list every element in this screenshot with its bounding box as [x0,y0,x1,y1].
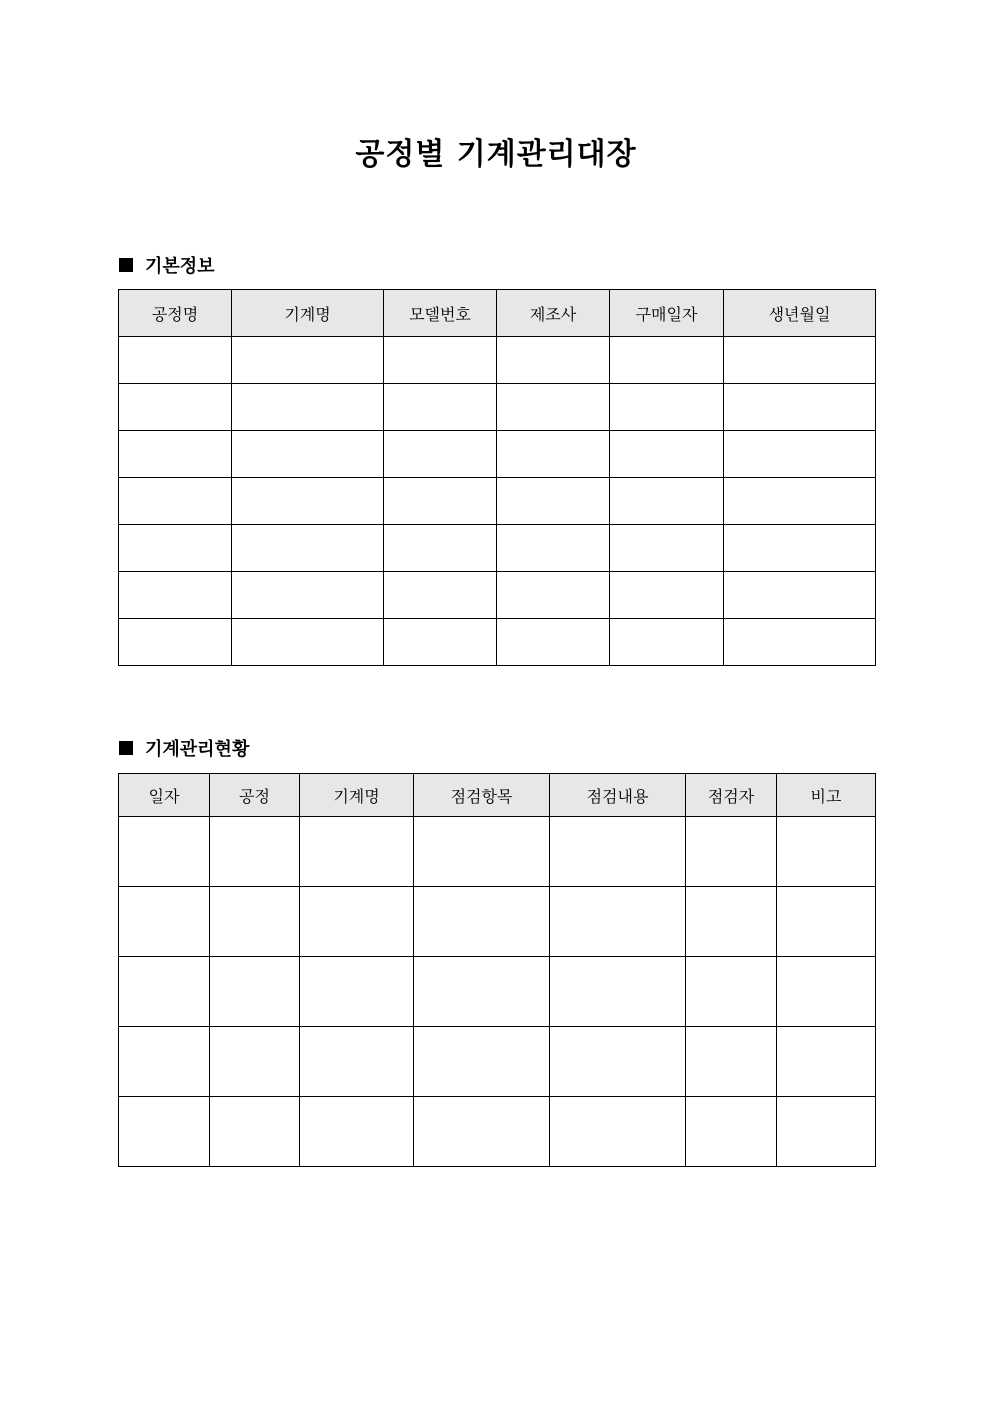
table-cell[interactable] [384,572,497,619]
table-row [119,384,876,431]
table-cell[interactable] [550,1027,686,1097]
table-cell[interactable] [119,1097,210,1167]
column-header-machine-name: 기계명 [232,290,384,337]
table-cell[interactable] [777,1027,876,1097]
column-header-purchase-date: 구매일자 [610,290,724,337]
table-cell[interactable] [300,817,414,887]
table-cell[interactable] [119,525,232,572]
table-cell[interactable] [119,384,232,431]
table-cell[interactable] [610,431,724,478]
table-cell[interactable] [119,1027,210,1097]
table-cell[interactable] [724,619,876,666]
table-cell[interactable] [232,619,384,666]
table-cell[interactable] [414,1097,550,1167]
table-cell[interactable] [497,337,610,384]
table-cell[interactable] [384,431,497,478]
table-cell[interactable] [384,337,497,384]
table-cell[interactable] [414,817,550,887]
management-status-table [118,773,876,1167]
table-cell[interactable] [497,478,610,525]
table-cell[interactable] [414,887,550,957]
table-cell[interactable] [686,817,777,887]
table-row [119,957,876,1027]
table-cell[interactable] [724,337,876,384]
table-row [119,1097,876,1167]
table-cell[interactable] [497,572,610,619]
section-heading-basic-info [119,253,215,277]
column-header-date-of-birth: 생년월일 [724,290,876,337]
table-row [119,887,876,957]
table-cell[interactable] [610,572,724,619]
table-cell[interactable] [550,817,686,887]
section-heading-management-status [119,736,249,760]
table-cell[interactable] [686,957,777,1027]
table-row [119,572,876,619]
column-header-inspection-item: 점검항목 [414,774,550,817]
table-cell[interactable] [300,1097,414,1167]
table-cell[interactable] [232,525,384,572]
table-row [119,431,876,478]
table-cell[interactable] [610,384,724,431]
management-status-table-body [119,817,876,1167]
document-title: 공정별 기계관리대장 [355,137,637,172]
square-bullet-icon [119,741,133,755]
table-cell[interactable] [119,619,232,666]
table-cell[interactable] [300,1027,414,1097]
table-cell[interactable] [610,525,724,572]
table-cell[interactable] [300,957,414,1027]
table-cell[interactable] [686,1027,777,1097]
column-header-date: 일자 [119,774,210,817]
table-row [119,525,876,572]
table-cell[interactable] [550,1097,686,1167]
column-header-process-name: 공정명 [119,290,232,337]
table-cell[interactable] [119,337,232,384]
column-header-model-number: 모델번호 [384,290,497,337]
table-cell[interactable] [724,384,876,431]
table-row [119,817,876,887]
table-cell[interactable] [686,1097,777,1167]
square-bullet-icon [119,258,133,272]
table-row [119,619,876,666]
table-cell[interactable] [724,431,876,478]
column-header-manufacturer: 제조사 [497,290,610,337]
table-cell[interactable] [497,384,610,431]
table-cell[interactable] [232,431,384,478]
table-row [119,337,876,384]
table-cell[interactable] [384,384,497,431]
table-cell[interactable] [232,478,384,525]
table-cell[interactable] [119,478,232,525]
column-header-remarks: 비고 [777,774,876,817]
table-cell[interactable] [119,431,232,478]
section-heading-label: 기본정보 [145,256,215,277]
table-header-row [119,290,876,337]
table-cell[interactable] [777,957,876,1027]
table-cell[interactable] [550,887,686,957]
table-cell[interactable] [497,619,610,666]
table-cell[interactable] [210,1097,300,1167]
table-cell[interactable] [414,957,550,1027]
table-cell[interactable] [777,817,876,887]
table-row [119,1027,876,1097]
table-cell[interactable] [210,1027,300,1097]
basic-info-table [118,289,876,666]
table-header-row [119,774,876,817]
table-cell[interactable] [300,887,414,957]
table-cell[interactable] [384,478,497,525]
table-row [119,478,876,525]
table-cell[interactable] [384,619,497,666]
column-header-process: 공정 [210,774,300,817]
section-heading-label: 기계관리현황 [145,739,250,760]
table-cell[interactable] [210,817,300,887]
table-cell[interactable] [232,337,384,384]
table-cell[interactable] [119,572,232,619]
table-cell[interactable] [777,1097,876,1167]
table-cell[interactable] [232,384,384,431]
basic-info-table-body [119,337,876,666]
table-cell[interactable] [384,525,497,572]
table-cell[interactable] [686,887,777,957]
table-cell[interactable] [497,525,610,572]
table-cell[interactable] [210,957,300,1027]
column-header-machine-name: 기계명 [300,774,414,817]
table-cell[interactable] [119,887,210,957]
table-cell[interactable] [119,957,210,1027]
table-cell[interactable] [210,887,300,957]
table-cell[interactable] [724,572,876,619]
table-cell[interactable] [724,478,876,525]
column-header-inspector: 점검자 [686,774,777,817]
table-cell[interactable] [724,525,876,572]
column-header-inspection-details: 점검내용 [550,774,686,817]
table-cell[interactable] [550,957,686,1027]
table-cell[interactable] [497,431,610,478]
table-cell[interactable] [232,572,384,619]
table-cell[interactable] [610,619,724,666]
table-cell[interactable] [119,817,210,887]
table-cell[interactable] [610,337,724,384]
table-cell[interactable] [414,1027,550,1097]
table-cell[interactable] [777,887,876,957]
table-cell[interactable] [610,478,724,525]
